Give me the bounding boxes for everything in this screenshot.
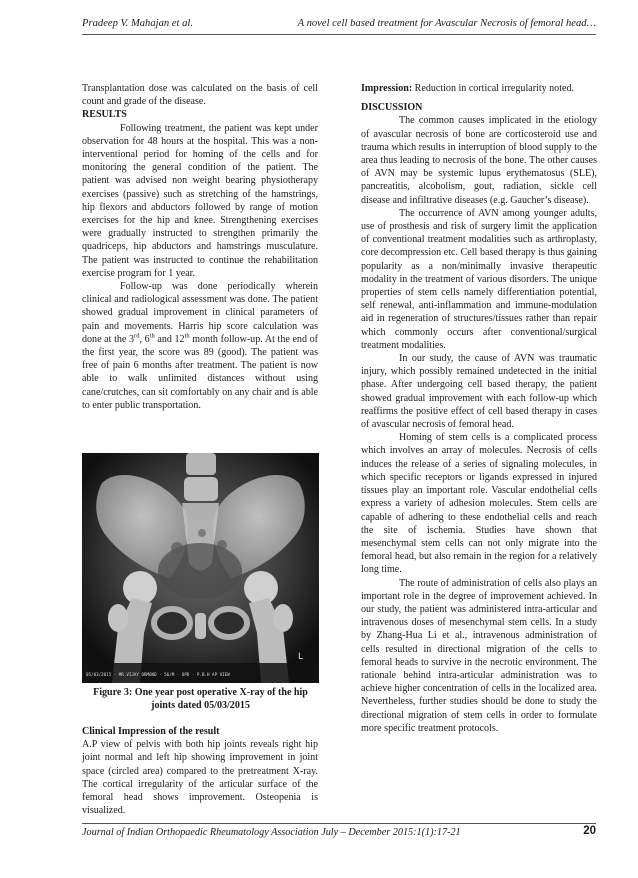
results-paragraph-2	[82, 280, 318, 412]
discussion-heading: DISCUSSION	[361, 102, 423, 114]
header-author: Pradeep V. Mahajan et al.	[82, 18, 194, 29]
text-run: Follow-up was done periodically wherein clinical and radiological assessment was done. The patient showed gradual improvement in clinical parameters of pain and movements. Harris hip score calculation was done at the 3	[82, 281, 318, 345]
results-heading: RESULTS	[82, 109, 127, 121]
clinical-impression-paragraph: A.P view of pelvis with both hip joints reveals right hip joint normal and left hip showing improvement in joint space (circled area) compared to the pretreatment X-ray. The cortical irregularity of the articular surface of the femoral head shows improvement. Osteopenia is visualized.	[82, 739, 318, 817]
footer-journal: Journal of Indian Orthopaedic Rheumatology Association July – December 2015:1(1):17-21	[82, 827, 461, 838]
superscript: th	[149, 332, 155, 340]
impression-label: Impression:	[361, 83, 413, 94]
text-run: and 12	[154, 333, 185, 345]
running-footer	[82, 823, 596, 840]
discussion-paragraph-5: The route of administration of cells also plays an important role in the degree of improvement achieved. In our study, the patient was administered intra-articular and intravenous doses of mesenchymal stem cells. In a study by Zhang-Hua Li et al., intravenous administration of cells resulted in directional migration of the cells to femoral heads to survive in the necrotic environment. The rationale behind intra-articular administration was to achieve higher concentration of cells in the localized area. Nevertheless, further studies should be done to study the directional migration of stem cells in order to formulate more specific treatment protocols.	[361, 577, 597, 734]
xray-image	[82, 453, 319, 683]
xray-label-text: 05/03/2015 · MR.VIJAY ORMOND · 56/M · OPD · P.B.H AP VIEW	[86, 672, 230, 677]
discussion-paragraph-2: The occurrence of AVN among younger adults, use of prosthesis and risk of surgery limit the application of conventional treatment modalities such as arthroplasty, core decompression etc. Cell based therapy is thus gaining popularity as a non/minimally invasive therapeutic modality in the treatment of various disorders. The unique properties of stem cells namely differentiation potential, self renewal, anti-inflammation and immune-modulation aid in regeneration of structures/tissues rather than repair which commonly occurs after conventional/surgical treatment modalities.	[361, 207, 597, 351]
header-title: A novel cell based treatment for Avascular Necrosis of femoral head…	[297, 18, 596, 29]
transplant-paragraph: Transplantation dose was calculated on the basis of cell count and grade of the disease.	[82, 83, 318, 108]
impression-line	[361, 82, 597, 95]
pelvis-xray-drawing	[82, 453, 319, 683]
xray-side-marker: L	[298, 652, 304, 662]
discussion-paragraph-3: In our study, the cause of AVN was traumatic injury, which possibly remained undetected in the initial phase. After undergoing cell based therapy, the patient showed gradual improvement with each follow-up which reaffirms the positive effect of cell based therapy in cases of avascular necrosis of femoral head.	[361, 353, 597, 431]
discussion-paragraph-4: Homing of stem cells is a complicated process which involves an array of molecules. Necrosis of cells induces the release of a series of signaling molecules, in which specific receptors or ligands expressed in injured tissues play an important role. Vascular endothelial cells express a variety of adhesion molecules. Stem cells are capable of adhering to these endothelial cells and reach the site of ischemia. Studies have shown that mesenchymal stem cells can not only migrate into the femoral head, but also remain in the region for a relatively long time.	[361, 432, 597, 576]
left-column	[82, 82, 318, 412]
clinical-impression-heading: Clinical Impression of the result	[82, 726, 220, 737]
clinical-impression-section	[82, 725, 318, 817]
superscript: th	[184, 332, 190, 340]
text-run: , 6	[139, 333, 150, 345]
page-number: 20	[583, 825, 596, 837]
superscript: rd	[134, 332, 140, 340]
figure-caption: Figure 3: One year post operative X-ray of the hip joints dated 05/03/2015	[93, 687, 308, 712]
text-run: month follow-up. At the end of the first year, the score was 89 (good). The patient was free of pain 6 months after treatment. The patient is now able to walk unlimited distances without using cane/crutches, can sit comfortably on any chair and is able to enter public transportation.	[82, 333, 318, 411]
impression-text: Reduction in cortical irregularity noted.	[412, 83, 574, 94]
right-column	[361, 82, 597, 735]
results-paragraph-1: Following treatment, the patient was kept under observation for 48 hours at the hospital. This was a non-interventional period for homing of the cells and for monitoring the general condition of the patient. The patient was advised non weight bearing physiotherapy exercises (passive) such as stretching of the hamstrings, hip flexors and abductors followed by range of motion exercises for the hip and knee. Strengthening exercises were gradually instructed to strengthen primarily the quadriceps, hip abductors and hamstrings musculature. The patient was instructed to continue the rehabilitation exercise program for 1 year.	[82, 122, 318, 279]
running-header	[82, 16, 596, 35]
discussion-paragraph-1: The common causes implicated in the etiology of avascular necrosis of bone are corticosteroid use and trauma which results in interruption of blood supply to the area thus leading to necrosis of the bone. The other causes of AVN may be systemic lupus erythematosus (SLE), pancreatitis, alcoholism, gout, radiation, sickle cell disease and infiltrative diseases (e.g. Gaucher’s disease).	[361, 115, 597, 206]
